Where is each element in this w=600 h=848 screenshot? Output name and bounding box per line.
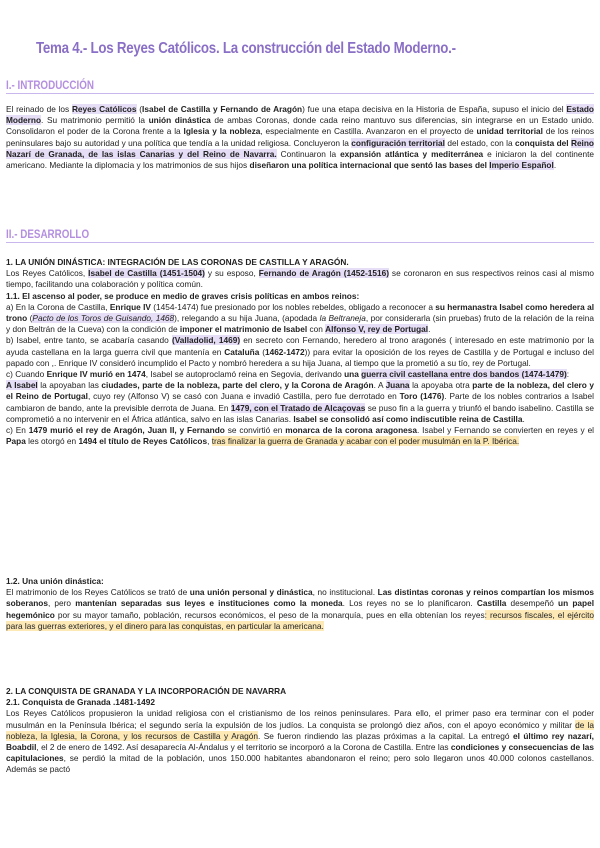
section-1-1-d	[6, 425, 594, 447]
text-run: de los reinos peninsulares bajo su autoridad y una política que tendía a la unidad religiosa. Concluyeron la	[6, 126, 594, 148]
text-run: El matrimonio de los Reyes Católicos se trató de	[6, 587, 190, 598]
text-run: )) para evitar la oposición de los reyes de Castilla y de Portugal e incluso del papado con ,. Enrique IV consideró incumplido el Pacto y nombró heredera a su hija Juana, al tiempo que la prometió a su tío, rey de Portugal.	[6, 346, 594, 368]
text-run: Reino Nazarí de Granada, de las islas Canarias y del Reino de Navarra.	[6, 137, 595, 159]
text-run: (1454-1474) fue presionado por los nobles rebeldes, obligado a reconocer a	[150, 301, 436, 312]
section-heading-desarrollo	[6, 227, 594, 243]
section-1-1-heading: 1.1. El ascenso al poder, se produce en medio de graves crisis políticas en ambos reinos:	[6, 290, 360, 301]
section-1-1-a	[6, 302, 594, 336]
text-run: de ambas Coronas, donde cada reino mantuvo sus diferencias, sin integrarse en un Estado unido. Consolidaron el poder de la Corona frente a la	[6, 115, 594, 137]
text-run: les otorgó en	[25, 436, 79, 447]
text-run: condiciones y consecuencias de las capitulaciones	[6, 742, 594, 764]
text-run: , pero	[47, 598, 76, 609]
text-run: se puso fin a la guerra y triunfó el bando isabelino. Castilla se comprometió a no intervenir en el África atlántica, salvo en las islas Canarias.	[6, 402, 594, 424]
section-1-1-b	[6, 335, 594, 369]
text-run: .	[428, 324, 431, 335]
text-run: diseñaron una política internacional	[249, 160, 392, 171]
text-run: b) Isabel, entre tanto, se acabaría casando	[6, 335, 172, 346]
text-run: ) fue una etapa decisiva en la Historia de España, supuso el inicio del	[302, 104, 567, 114]
text-run: Las distintas coronas y reinos compartían los mismos soberanos	[6, 587, 595, 609]
text-run: e iniciaron la del continente americano. Mediante la diplomacia y los matrimonios de sus hijos	[6, 148, 595, 171]
text-run: . Se fueron rindiendo las plazas próximas a la capital. La entregó	[257, 730, 513, 741]
text-run: c) En	[6, 425, 29, 436]
section-2-1-heading: 2.1. Conquista de Granada .1481-1492	[6, 697, 155, 708]
section-2-1-text	[6, 708, 594, 775]
text-run: configuración territorial	[351, 137, 445, 148]
text-run: . Los reyes no se lo planificaron.	[342, 598, 477, 609]
section-2-block	[6, 686, 594, 776]
text-run: de la nobleza, la Iglesia, la Corona, y los recursos de Castilla y Aragón	[6, 719, 594, 741]
section-2-heading: 2. LA CONQUISTA DE GRANADA Y LA INCORPORACIÓN DE NAVARRA	[6, 686, 287, 696]
text-run: . Parte de los nobles contrarios a Isabel cambiaron de bando, ante la previsible derrota de Juana. En	[6, 391, 595, 413]
page-title: Tema 4.- Los Reyes Católicos. La construcción del Estado Moderno.-	[36, 40, 456, 57]
text-run: Juana	[385, 380, 410, 391]
text-run: un papel hegemónico	[6, 598, 595, 620]
text-run: Alfonso V, rey de Portugal	[325, 324, 429, 335]
text-run: en secreto con Fernando, heredero al trono aragonés ( interesado en este matrimonio por la ayuda castellana en la larga guerra civil que mantenía en	[6, 335, 594, 357]
text-run: mantenían separadas sus leyes e instituciones como la moneda	[75, 598, 343, 609]
text-run: Isabel de Castilla (1451-1504)	[88, 268, 205, 279]
text-run: Cataluña	[224, 346, 260, 357]
text-run: se convirtió en	[224, 425, 286, 436]
section-1-block	[6, 257, 594, 447]
text-run: expansión atlántica y mediterránea	[340, 148, 484, 159]
text-run: que sentó las bases del	[391, 160, 490, 171]
text-run: unidad territorial	[476, 126, 543, 137]
text-run: parte de la nobleza, del clero y el Reino de Portugal	[6, 380, 594, 402]
section-heading-intro-label: I.- INTRODUCCIÓN	[6, 78, 95, 92]
text-run: Papa	[6, 436, 26, 447]
text-run: tras finalizar la guerra de Granada y acabar con el poder musulmán en la P. Ibérica.	[211, 436, 520, 447]
text-run: monarca de la corona aragonesa	[285, 425, 417, 436]
text-run: c) Cuando	[6, 369, 47, 380]
text-run: , no institucional.	[312, 587, 378, 598]
text-run: el último rey nazarí, Boabdil	[6, 730, 594, 753]
text-run: la apoyaban las	[37, 380, 102, 391]
section-1-2-heading: 1.2. Una unión dinástica:	[6, 576, 104, 586]
text-run: 1494 el título de Reyes Católicos	[78, 436, 208, 447]
text-run: guerra civil castellana entre dos bandos (1474-1479)	[361, 369, 567, 380]
section-heading-intro	[6, 78, 594, 94]
text-run: (Valladolid, 1469)	[171, 335, 241, 346]
text-run: ,	[207, 436, 212, 447]
text-run: , Isabel se autoproclamó reina en Segovia, derivando	[145, 369, 345, 380]
text-run: la apoyaba otra	[409, 380, 473, 391]
text-run: , se perdió la mitad de la población, unos 150.000 habitantes abandonaron el reino; pero solo llegaron unos 40.000 colonos castellanos. Además se pactó	[6, 753, 594, 775]
text-run: , por considerarla (sin pruebas) fruto de la relación de la reina y don Beltrán de la Cueva) con la condición de	[6, 313, 594, 335]
text-run: Los Reyes Católicos,	[6, 268, 89, 279]
text-run: Reyes Católicos	[71, 104, 137, 114]
text-run: Toro (1476)	[399, 391, 445, 402]
text-run: Los Reyes Católicos propusieron la unidad religiosa con el cristianismo de los reinos peninsulares. Para ello, el primer paso era terminar con el poder musulmán en la Península Ibérica; el segundo sería la expulsión de los judíos. La conquista se prolongó diez años, con el apoyo económico y militar	[6, 708, 594, 730]
text-run: Estado Moderno	[6, 104, 594, 126]
text-run: (	[136, 104, 143, 114]
text-run: Continuaron la	[276, 148, 341, 159]
text-run: Iglesia y la nobleza	[183, 126, 261, 137]
section-heading-desarrollo-label: II.- DESARROLLO	[6, 227, 90, 241]
section-1-intro	[6, 268, 594, 290]
section-1-2-text	[6, 587, 594, 632]
text-run: Fernando de Aragón (1452-1516)	[258, 268, 389, 279]
section-1-heading: 1. LA UNIÓN DINÁSTICA: INTEGRACIÓN DE LAS CORONAS DE CASTILLA Y ARAGÓN.	[6, 257, 349, 267]
text-run: la Beltraneja	[319, 313, 366, 324]
text-run: una	[344, 369, 362, 380]
section-1-2-block	[6, 576, 594, 632]
text-run: . Su matrimonio permitió la	[41, 115, 149, 126]
text-run: 1479, con el Tratado de Alcaçovas	[230, 402, 366, 413]
text-run: imponer el matrimonio de Isabel	[179, 324, 308, 335]
section-1-1-c-detail	[6, 380, 594, 425]
text-run: y su esposo,	[204, 268, 259, 279]
text-run: .	[522, 413, 525, 424]
text-run: unión dinástica	[148, 115, 211, 126]
text-run: conquista del	[515, 137, 571, 148]
text-run: Isabel se consolidó así como indiscutible reina de Castilla	[293, 413, 523, 424]
section-1-1-c	[6, 369, 594, 380]
text-run: (	[27, 313, 33, 324]
text-run: Castilla	[476, 598, 507, 609]
text-run: 1479 murió el rey de Aragón, Juan II, y Fernando	[28, 425, 225, 436]
text-run: con	[307, 324, 326, 335]
text-run: Pacto de los Toros de Guisando, 1468	[32, 313, 175, 324]
text-run: , cuyo rey (Alfonso V) se casó con Juana e invadió Castilla, pero fue derrotado en	[87, 391, 400, 402]
text-run: 1462-1472	[264, 346, 305, 357]
text-run: ciudades, parte de la nobleza, parte del clero, y la Corona de Aragón	[101, 380, 374, 391]
text-run: se coronaron en sus respectivos reinos casi al mismo tiempo, facilitando una colaboración y política común.	[6, 268, 594, 290]
text-run: ), relegando a su hija Juana, (apodada	[174, 313, 320, 324]
intro-text	[6, 104, 594, 171]
text-run: El reinado de los	[6, 104, 72, 114]
text-run: a) En la Corona de Castilla,	[6, 301, 110, 312]
text-run: , el 2 de enero de 1492. Así desaparecía Al-Ándalus y el territorio se incorporó a la Corona de Castilla. Entre las	[36, 742, 451, 753]
text-run: desempeñó	[506, 598, 559, 609]
text-run: :	[566, 369, 570, 380]
text-run: : recursos fiscales, el ejército para las guerras exteriores, y el dinero para las conquistas, en particular la americana.	[6, 609, 594, 631]
text-run: , especialmente en Castilla. Avanzaron en el proyecto de	[260, 126, 477, 137]
text-run: Enrique IV	[109, 301, 151, 312]
text-run: . A	[373, 380, 386, 391]
text-run: Imperio Español	[489, 160, 554, 171]
text-run: A Isabel	[6, 380, 38, 391]
text-run: (	[259, 346, 265, 357]
text-run: del estado, con la	[444, 137, 515, 148]
text-run: Isabel de Castilla y Fernando de Aragón	[142, 104, 303, 114]
text-run: Enrique IV murió en 1474	[46, 369, 146, 380]
intro-paragraph	[6, 104, 594, 171]
text-run: su hermanastra Isabel como heredera al trono	[6, 301, 595, 324]
text-run: .	[553, 160, 557, 171]
text-run: . Isabel y Fernando se convierten en reyes y el	[417, 425, 595, 436]
text-run: por su mayor tamaño, población, recursos económicos, el peso de la monarquía, pues en ella obtenían los reyes	[54, 609, 485, 620]
text-run: una unión personal y dinástica	[189, 587, 313, 598]
